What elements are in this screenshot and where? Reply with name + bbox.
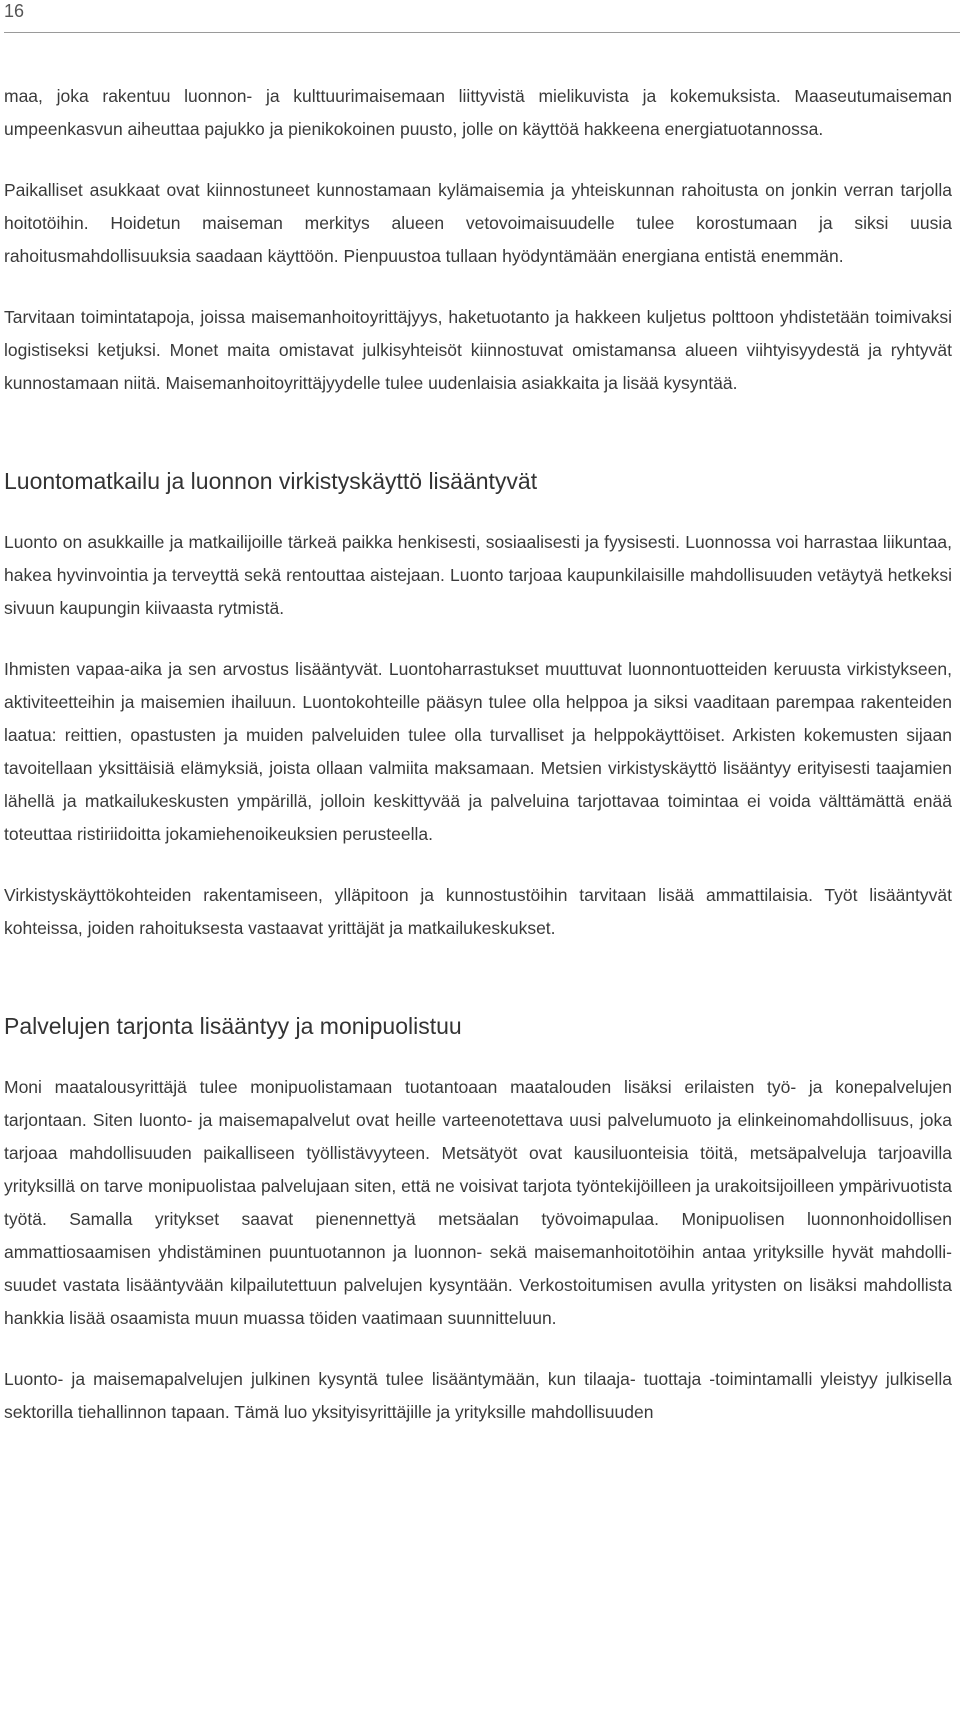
- paragraph-3: Tarvitaan toimintatapoja, joissa maisemanhoitoyrittäjyys, haketuotanto ja hakkeen kuljetus polttoon yhdistetään toimivaksi logistiseksi ketjuksi. Monet maita omistavat julkisyhteisöt kiinnostuvat omistamansa alueen viihtyisyydestä ja ryhtyvät kunnostamaan niitä. Maisemanhoitoyrittäjyydelle tulee uudenlaisia asiakkaita ja lisää kysyntää.: [4, 307, 952, 393]
- page-body: [4, 80, 952, 1429]
- paragraph-2: Paikalliset asukkaat ovat kiinnostuneet kunnostamaan kylämaisemia ja yhteiskunnan rahoitusta on jonkin verran tarjolla hoitotöihin. Hoidetun maiseman merkitys alueen vetovoimaisuudelle tulee korostumaan ja siksi uusia rahoitusmahdollisuuksia saadaan käyttöön. Pienpuustoa tullaan hyödyntämään energiana entistä enemmän.: [4, 180, 952, 266]
- section-heading-nature-tourism: Luontomatkailu ja luonnon virkistyskäyttö lisääntyvät: [4, 468, 538, 494]
- section-heading-services: Palvelujen tarjonta lisääntyy ja monipuolistuu: [4, 1013, 462, 1039]
- paragraph-6: Virkistyskäyttökohteiden rakentamiseen, ylläpitoon ja kunnostustöihin tarvitaan lisää ammattilaisia. Työt lisääntyvät kohteissa, joiden rahoituksesta vastaavat yrittäjät ja matkailukeskukset.: [4, 885, 952, 938]
- paragraph-5: Ihmisten vapaa-aika ja sen arvostus lisääntyvät. Luontoharrastukset muuttuvat luonnontuotteiden keruusta virkistykseen, aktiviteetteihin ja maisemien ihailuun. Luontokohteille pääsyn tulee olla helppoa ja siksi vaaditaan parempaa rakenteiden laatua: reittien, opastusten ja muiden palveluiden tulee olla turvalliset ja helppokäyttöiset. Arkisten kokemusten sijaan tavoitellaan yksittäisiä elämyksiä, joista ollaan valmiita maksamaan. Metsien virkistyskäyttö lisääntyy erityisesti taajamien lähellä ja matkailukeskusten ympärillä, jolloin keskittyvää ja palveluina tarjottavaa toimintaa ei voida välttämättä enää toteuttaa ristiriidoitta jokamiehenoikeuksien perusteella.: [4, 659, 952, 844]
- paragraph-7: Moni maatalousyrittäjä tulee monipuolistamaan tuotantoaan maatalouden lisäksi erilaisten työ- ja konepalvelujen tarjontaan. Siten luonto- ja maisemapalvelut ovat heille varteenotettava uusi palvelumuoto ja elinkeinomahdollisuus, joka tarjoaa mahdollisuuden paikalliseen työllistävyyteen. Metsätyöt ovat kausiluonteisia töitä, metsäpalveluja tarjoavilla yrityksillä on tarve monipuolistaa palvelujaan siten, että ne voisivat tarjota työntekijöilleen ja urakoitsijoilleen ympärivuotista työtä. Samalla yritykset saavat pienennettyä metsäalan työvoimapulaa. Monipuolisen luonnonhoidollisen ammattiosaamisen yhdistäminen puuntuotannon ja luonnon- sekä maisemanhoitotöihin antaa yrityksille hyvät mahdollisuudet vastata lisääntyvään kilpailutettuun palvelujen kysyntään. Verkostoitumisen avulla yritysten on lisäksi mahdollista hankkia lisää osaamista muun muassa töiden vaatimaan suunnitteluun.: [4, 1077, 952, 1328]
- paragraph-8: Luonto- ja maisemapalvelujen julkinen kysyntä tulee lisääntymään, kun tilaaja- tuottaja -toimintamalli yleistyy julkisella sektorilla tiehallinnon tapaan. Tämä luo yksityisyrittäjille ja yrityksille mahdollisuuden: [4, 1369, 952, 1422]
- paragraph-1: maa, joka rakentuu luonnon- ja kulttuurimaisemaan liittyvistä mielikuvista ja kokemuksista. Maaseutumaiseman umpeenkasvun aiheuttaa pajukko ja pienikokoinen puusto, jolle on käyttöä hakkeena energiatuotannossa.: [4, 86, 952, 139]
- header-rule: [4, 32, 960, 33]
- paragraph-4: Luonto on asukkaille ja matkailijoille tärkeä paikka henkisesti, sosiaalisesti ja fyysisesti. Luonnossa voi harrastaa liikuntaa, hakea hyvinvointia ja terveyttä sekä rentouttaa aistejaan. Luonto tarjoaa kaupunkilaisille mahdollisuuden vetäytyä hetkeksi sivuun kaupungin kiivaasta rytmistä.: [4, 532, 952, 618]
- page-number: 16: [4, 1, 25, 21]
